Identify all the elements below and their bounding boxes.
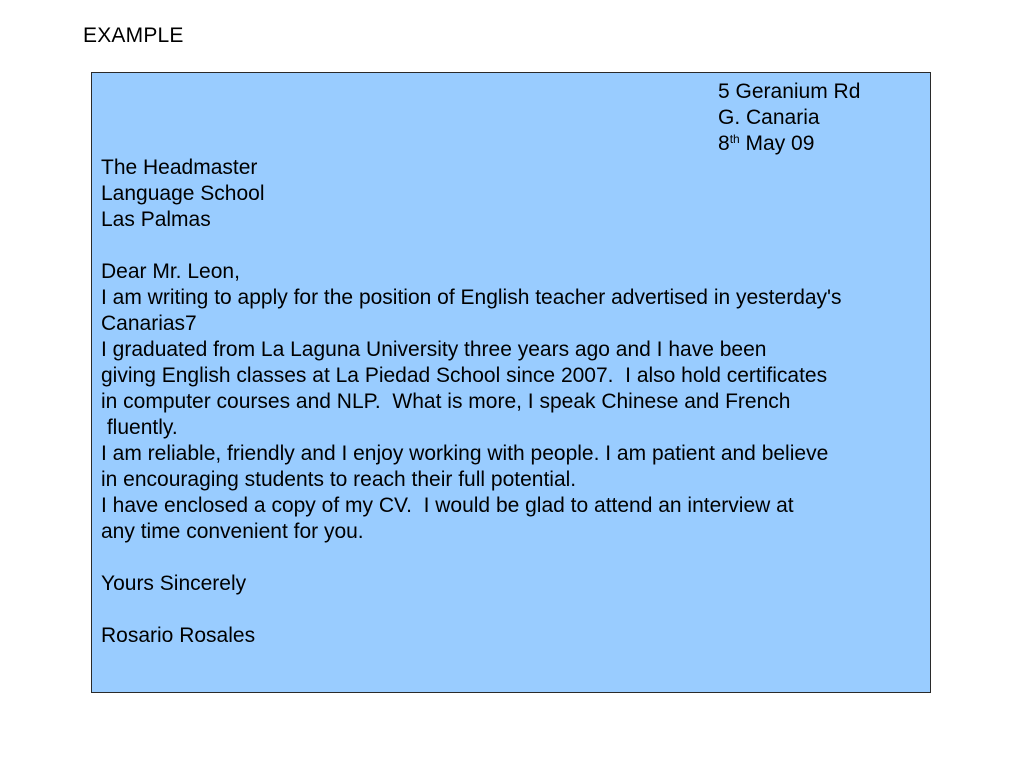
body-line: giving English classes at La Piedad School since 2007. I also hold certificates xyxy=(101,364,828,387)
blank-line xyxy=(101,597,842,623)
blank-line xyxy=(101,545,842,571)
body-line: I am writing to apply for the position of English teacher advertised in yesterday's xyxy=(101,286,842,309)
body-line: fluently. xyxy=(101,416,178,439)
body-line: I have enclosed a copy of my CV. I would be glad to attend an interview at xyxy=(101,494,794,517)
body-line: in computer courses and NLP. What is more, I speak Chinese and French xyxy=(101,390,791,413)
sender-city: G. Canaria xyxy=(718,106,820,129)
letter-date xyxy=(718,131,860,157)
body-line: in encouraging students to reach their full potential. xyxy=(101,468,577,491)
body-line: I graduated from La Laguna University three years ago and I have been xyxy=(101,338,767,361)
closing: Yours Sincerely xyxy=(101,572,247,595)
example-heading: EXAMPLE xyxy=(83,24,184,47)
recipient-city: Las Palmas xyxy=(101,208,211,231)
letter-box xyxy=(91,72,931,693)
sender-address xyxy=(718,79,860,157)
date-day: 8 xyxy=(718,132,730,155)
body-line: any time convenient for you. xyxy=(101,520,364,543)
date-ordinal: th xyxy=(729,132,740,146)
letter-body xyxy=(101,259,842,649)
recipient-organization: Language School xyxy=(101,182,265,205)
body-line: I am reliable, friendly and I enjoy working with people. I am patient and believe xyxy=(101,442,829,465)
body-line: Canarias7 xyxy=(101,312,197,335)
salutation: Dear Mr. Leon, xyxy=(101,260,240,283)
recipient-address xyxy=(101,155,264,233)
signature: Rosario Rosales xyxy=(101,624,256,647)
sender-street: 5 Geranium Rd xyxy=(718,80,861,103)
date-rest: May 09 xyxy=(739,132,815,155)
recipient-title: The Headmaster xyxy=(101,156,258,179)
